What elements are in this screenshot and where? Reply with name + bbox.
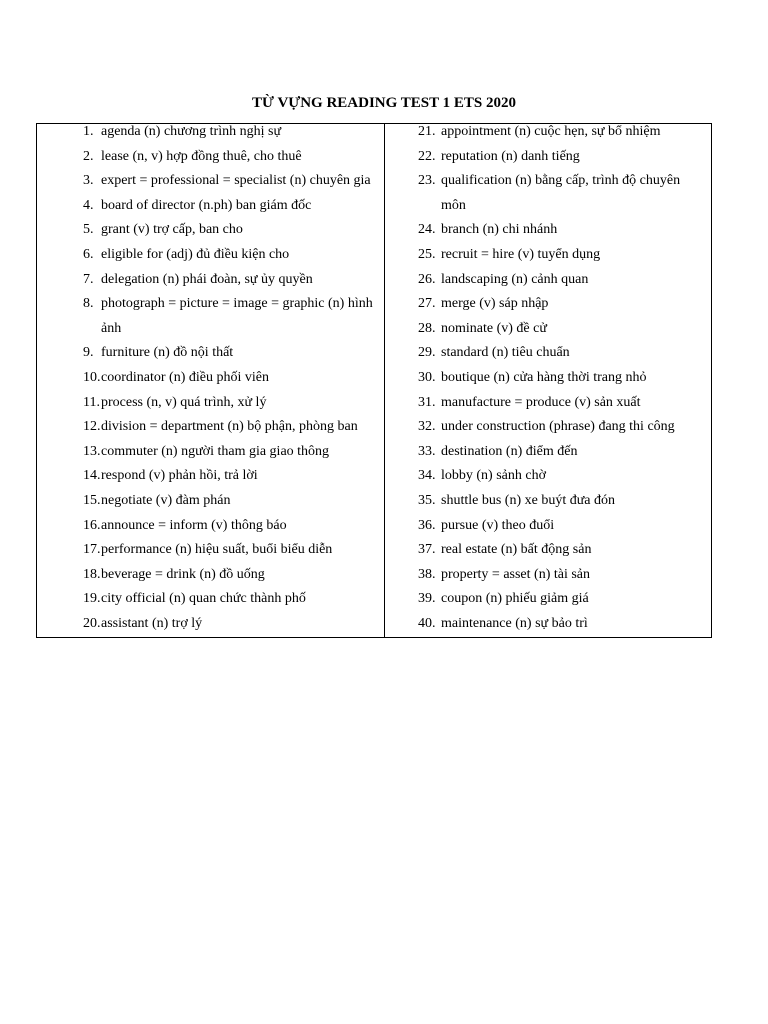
item-number: 39. [418,591,436,607]
item-number: 3. [83,173,94,189]
item-number: 17. [83,542,101,558]
item-number: 38. [418,566,436,582]
item-text: respond (v) phản hồi, trả lời [101,468,258,484]
column-divider [384,124,385,637]
item-number: 9. [83,345,94,361]
vocab-item [418,218,708,243]
vocab-item [83,120,373,145]
item-number: 24. [418,222,436,238]
vocab-item [83,366,373,391]
vocab-item [418,440,708,465]
vocab-item [83,587,373,612]
item-text: destination (n) điểm đến [441,443,578,459]
item-number: 7. [83,271,94,287]
item-text: manufacture = produce (v) sản xuất [441,394,641,410]
item-number: 18. [83,566,101,582]
item-text: performance (n) hiệu suất, buổi biểu diễn [101,542,333,558]
item-text: assistant (n) trợ lý [101,615,203,631]
vocab-item [418,587,708,612]
item-text: branch (n) chi nhánh [441,222,558,238]
item-number: 12. [83,419,101,435]
item-text: lobby (n) sảnh chờ [441,468,546,484]
item-text: standard (n) tiêu chuẩn [441,345,570,361]
item-number: 31. [418,394,436,410]
vocab-item [83,514,373,539]
item-number: 33. [418,443,436,459]
item-text: eligible for (adj) đủ điều kiện cho [101,246,290,262]
item-text: agenda (n) chương trình nghị sự [101,124,282,139]
vocab-item [418,612,708,637]
vocabulary-table [36,123,712,638]
item-text: pursue (v) theo đuổi [441,517,555,533]
item-number: 13. [83,443,101,459]
item-text: boutique (n) cửa hàng thời trang nhỏ [441,369,647,385]
item-text: beverage = drink (n) đồ uống [101,566,265,582]
vocab-item [83,341,373,366]
vocab-item [418,538,708,563]
vocab-item [83,440,373,465]
item-text: under construction (phrase) đang thi công [441,419,675,435]
item-text: coordinator (n) điều phối viên [101,369,269,385]
item-number: 14. [83,468,101,484]
item-number: 1. [83,124,94,139]
item-text: real estate (n) bất động sản [441,542,592,558]
vocab-item [418,514,708,539]
vocab-item [83,243,373,268]
item-number: 10. [83,369,101,385]
item-number: 29. [418,345,436,361]
vocab-item [83,145,373,170]
item-number: 25. [418,246,436,262]
item-number: 30. [418,369,436,385]
item-number: 8. [83,296,94,312]
item-text: commuter (n) người tham gia giao thông [101,443,330,459]
vocab-item [83,415,373,440]
vocab-item [418,317,708,342]
vocab-item [418,120,708,145]
vocab-item [418,341,708,366]
vocab-item [83,391,373,416]
vocab-item [83,218,373,243]
item-number: 34. [418,468,436,484]
item-text: shuttle bus (n) xe buýt đưa đón [441,492,616,508]
vocab-item [418,563,708,588]
vocab-item [83,268,373,293]
vocab-item [418,489,708,514]
item-number: 11. [83,394,100,410]
item-number: 35. [418,492,436,508]
vocab-item [418,415,708,440]
vocab-item [418,145,708,170]
vocab-item [418,169,708,218]
vocab-list-left [83,120,373,636]
item-number: 23. [418,173,436,189]
vocab-item [83,563,373,588]
item-text: appointment (n) cuộc hẹn, sự bổ nhiệm [441,124,661,139]
item-number: 16. [83,517,101,533]
item-text: announce = inform (v) thông báo [101,517,287,533]
item-text: lease (n, v) hợp đồng thuê, cho thuê [101,148,302,164]
item-number: 32. [418,419,436,435]
vocab-list-right [418,120,708,636]
item-text: expert = professional = specialist (n) chuyên gia [101,173,371,189]
item-text: board of director (n.ph) ban giám đốc [101,197,312,213]
item-number: 5. [83,222,94,238]
item-number: 21. [418,124,436,139]
item-text: process (n, v) quá trình, xử lý [101,394,267,410]
item-text: reputation (n) danh tiếng [441,148,580,164]
item-text: division = department (n) bộ phận, phòng ban [101,419,358,435]
item-text: landscaping (n) cảnh quan [441,271,589,287]
item-number: 40. [418,615,436,631]
vocab-item [83,464,373,489]
item-text: property = asset (n) tài sản [441,566,591,582]
item-text: furniture (n) đồ nội thất [101,345,234,361]
item-text: recruit = hire (v) tuyển dụng [441,246,601,262]
item-text: merge (v) sáp nhập [441,296,549,312]
item-number: 27. [418,296,436,312]
vocab-item [418,292,708,317]
item-number: 4. [83,197,94,213]
item-number: 37. [418,542,436,558]
vocab-item [83,538,373,563]
item-text: negotiate (v) đàm phán [101,492,231,508]
vocab-item [418,243,708,268]
item-number: 20. [83,615,101,631]
vocab-item [83,194,373,219]
item-number: 2. [83,148,94,164]
item-text: delegation (n) phái đoàn, sự ủy quyền [101,271,313,287]
item-number: 6. [83,246,94,262]
item-text: city official (n) quan chức thành phố [101,591,306,607]
item-number: 19. [83,591,101,607]
vocab-item [418,391,708,416]
item-text: qualification (n) bằng cấp, trình độ chuyên môn [441,173,681,213]
item-number: 22. [418,148,436,164]
item-text: photograph = picture = image = graphic (n) hình ảnh [101,296,373,336]
vocab-item [83,292,373,341]
item-text: maintenance (n) sự bảo trì [441,615,588,631]
item-number: 28. [418,320,436,336]
item-number: 36. [418,517,436,533]
vocab-item [418,464,708,489]
vocab-item [83,612,373,637]
vocab-item [83,169,373,194]
item-text: nominate (v) đề cử [441,320,547,336]
vocab-item [83,489,373,514]
page-title: TỪ VỰNG READING TEST 1 ETS 2020 [252,95,516,111]
vocab-item [418,268,708,293]
item-text: grant (v) trợ cấp, ban cho [101,222,243,238]
item-number: 15. [83,492,101,508]
item-text: coupon (n) phiếu giảm giá [441,591,589,607]
item-number: 26. [418,271,436,287]
vocab-item [418,366,708,391]
